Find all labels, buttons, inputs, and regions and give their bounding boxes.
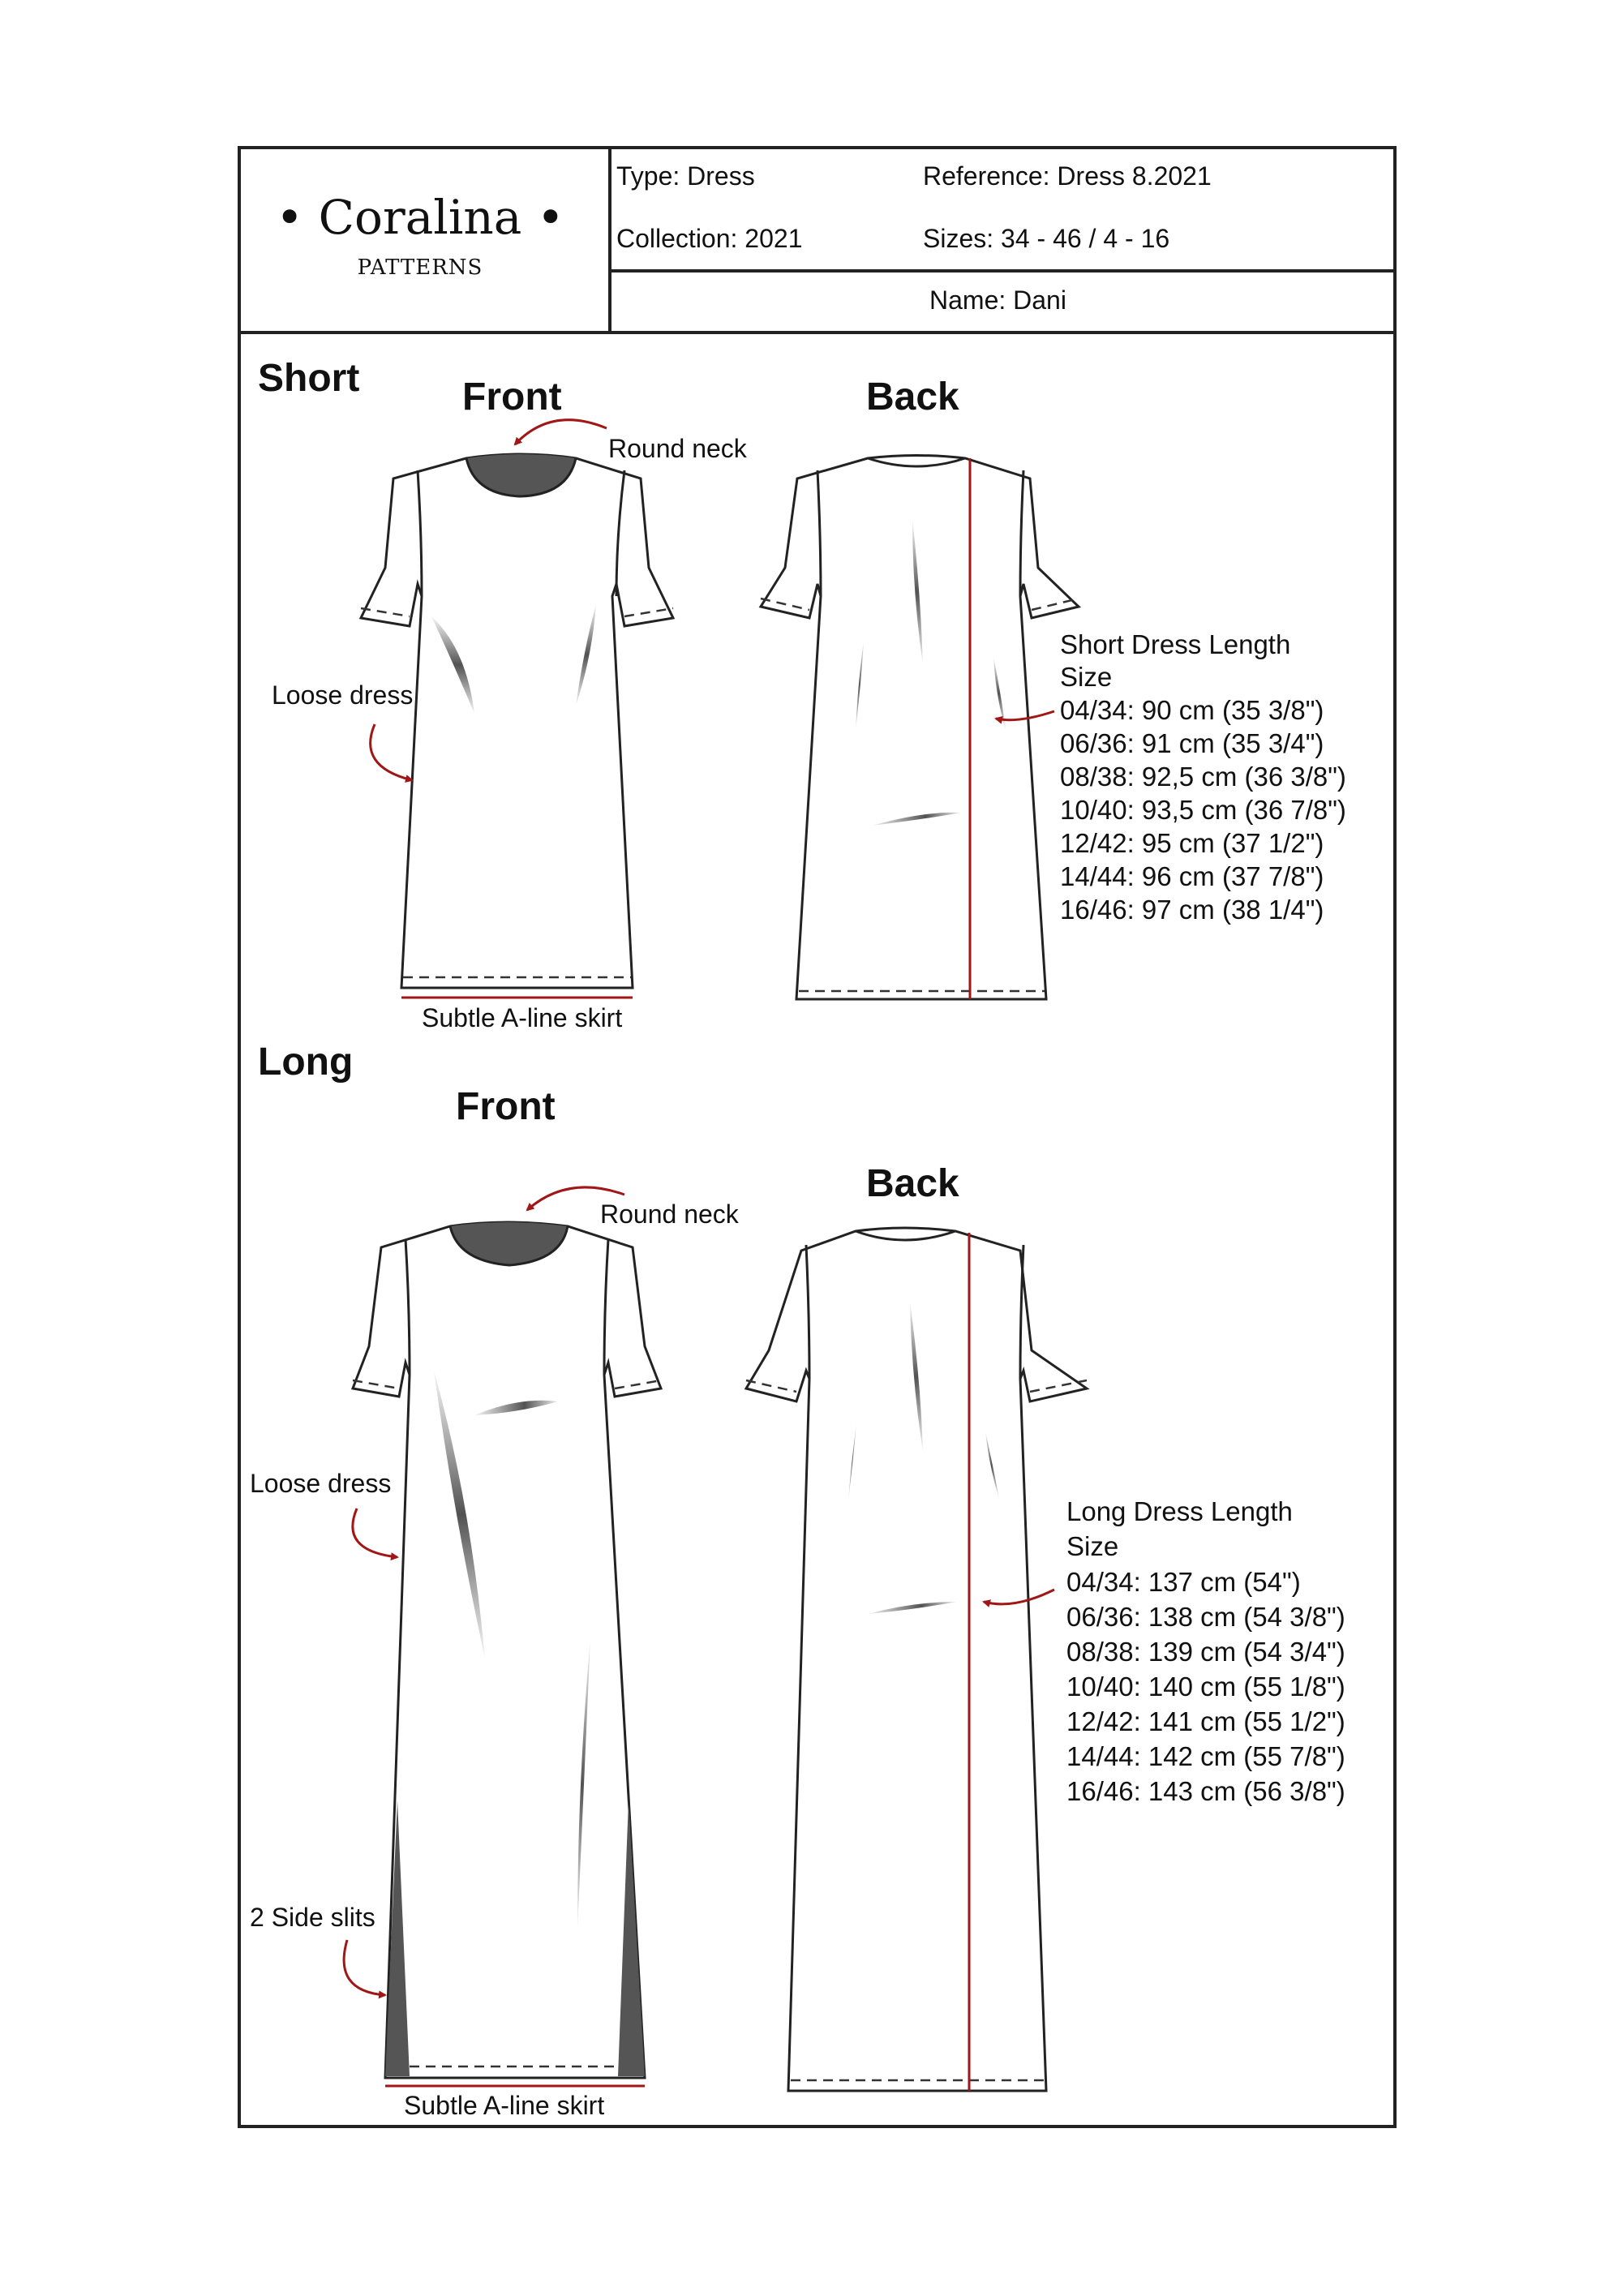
long-front-title: Front [456,1085,556,1128]
long-length-row: 12/42: 141 cm (55 1/2") [1066,1706,1345,1736]
long-size-label: Size [1066,1531,1119,1561]
short-round-neck-label: Round neck [608,434,747,463]
short-length-row: 12/42: 95 cm (37 1/2") [1060,828,1324,858]
long-length-row: 16/46: 143 cm (56 3/8") [1066,1776,1345,1806]
short-loose-dress-label: Loose dress [272,680,414,710]
short-back-title: Back [866,376,959,418]
short-length-row: 08/38: 92,5 cm (36 3/8") [1060,762,1346,792]
short-length-row: 16/46: 97 cm (38 1/4") [1060,895,1324,925]
short-length-row: 10/40: 93,5 cm (36 7/8") [1060,795,1346,825]
short-length-title: Short Dress Length [1060,629,1291,659]
long-skirt-label: Subtle A-line skirt [404,2091,605,2120]
brand-subtitle: PATTERNS [357,255,483,280]
long-length-title: Long Dress Length [1066,1496,1293,1526]
short-loose-dress-arrow [371,724,412,780]
brand-name: • Coralina • [276,190,564,245]
short-size-label: Size [1060,662,1113,692]
long-back-title: Back [866,1162,959,1205]
long-length-row: 08/38: 139 cm (54 3/4") [1066,1637,1345,1667]
sizes-field: Sizes: 34 - 46 / 4 - 16 [923,224,1170,253]
short-round-neck-arrow [515,420,607,444]
short-skirt-label: Subtle A-line skirt [422,1003,623,1032]
short-length-row: 04/34: 90 cm (35 3/8") [1060,695,1324,725]
long-length-row: 06/36: 138 cm (54 3/8") [1066,1602,1345,1632]
short-length-row: 14/44: 96 cm (37 7/8") [1060,861,1324,891]
long-round-neck-label: Round neck [600,1199,739,1229]
long-length-row: 10/40: 140 cm (55 1/8") [1066,1672,1345,1702]
collection-field: Collection: 2021 [616,224,803,253]
long-length-row: 14/44: 142 cm (55 7/8") [1066,1741,1345,1771]
long-loose-dress-label: Loose dress [250,1469,392,1498]
long-loose-dress-arrow [353,1508,397,1557]
long-section-title: Long [258,1041,354,1084]
short-section-title: Short [258,357,360,400]
long-length-table [1066,1496,1345,1806]
short-back-drawing [761,456,1079,1000]
long-side-slits-arrow [344,1940,385,1995]
type-field: Type: Dress [616,161,755,191]
name-field: Name: Dani [929,285,1066,315]
long-front-drawing [353,1222,661,2078]
long-length-row: 04/34: 137 cm (54") [1066,1567,1301,1597]
reference-field: Reference: Dress 8.2021 [923,161,1212,191]
brand-logo [276,190,564,280]
short-front-title: Front [462,376,562,418]
long-back-drawing [746,1228,1087,2091]
short-front-drawing [361,454,673,988]
long-side-slits-label: 2 Side slits [250,1903,375,1932]
short-length-row: 06/36: 91 cm (35 3/4") [1060,728,1324,758]
short-length-table [1060,629,1346,925]
